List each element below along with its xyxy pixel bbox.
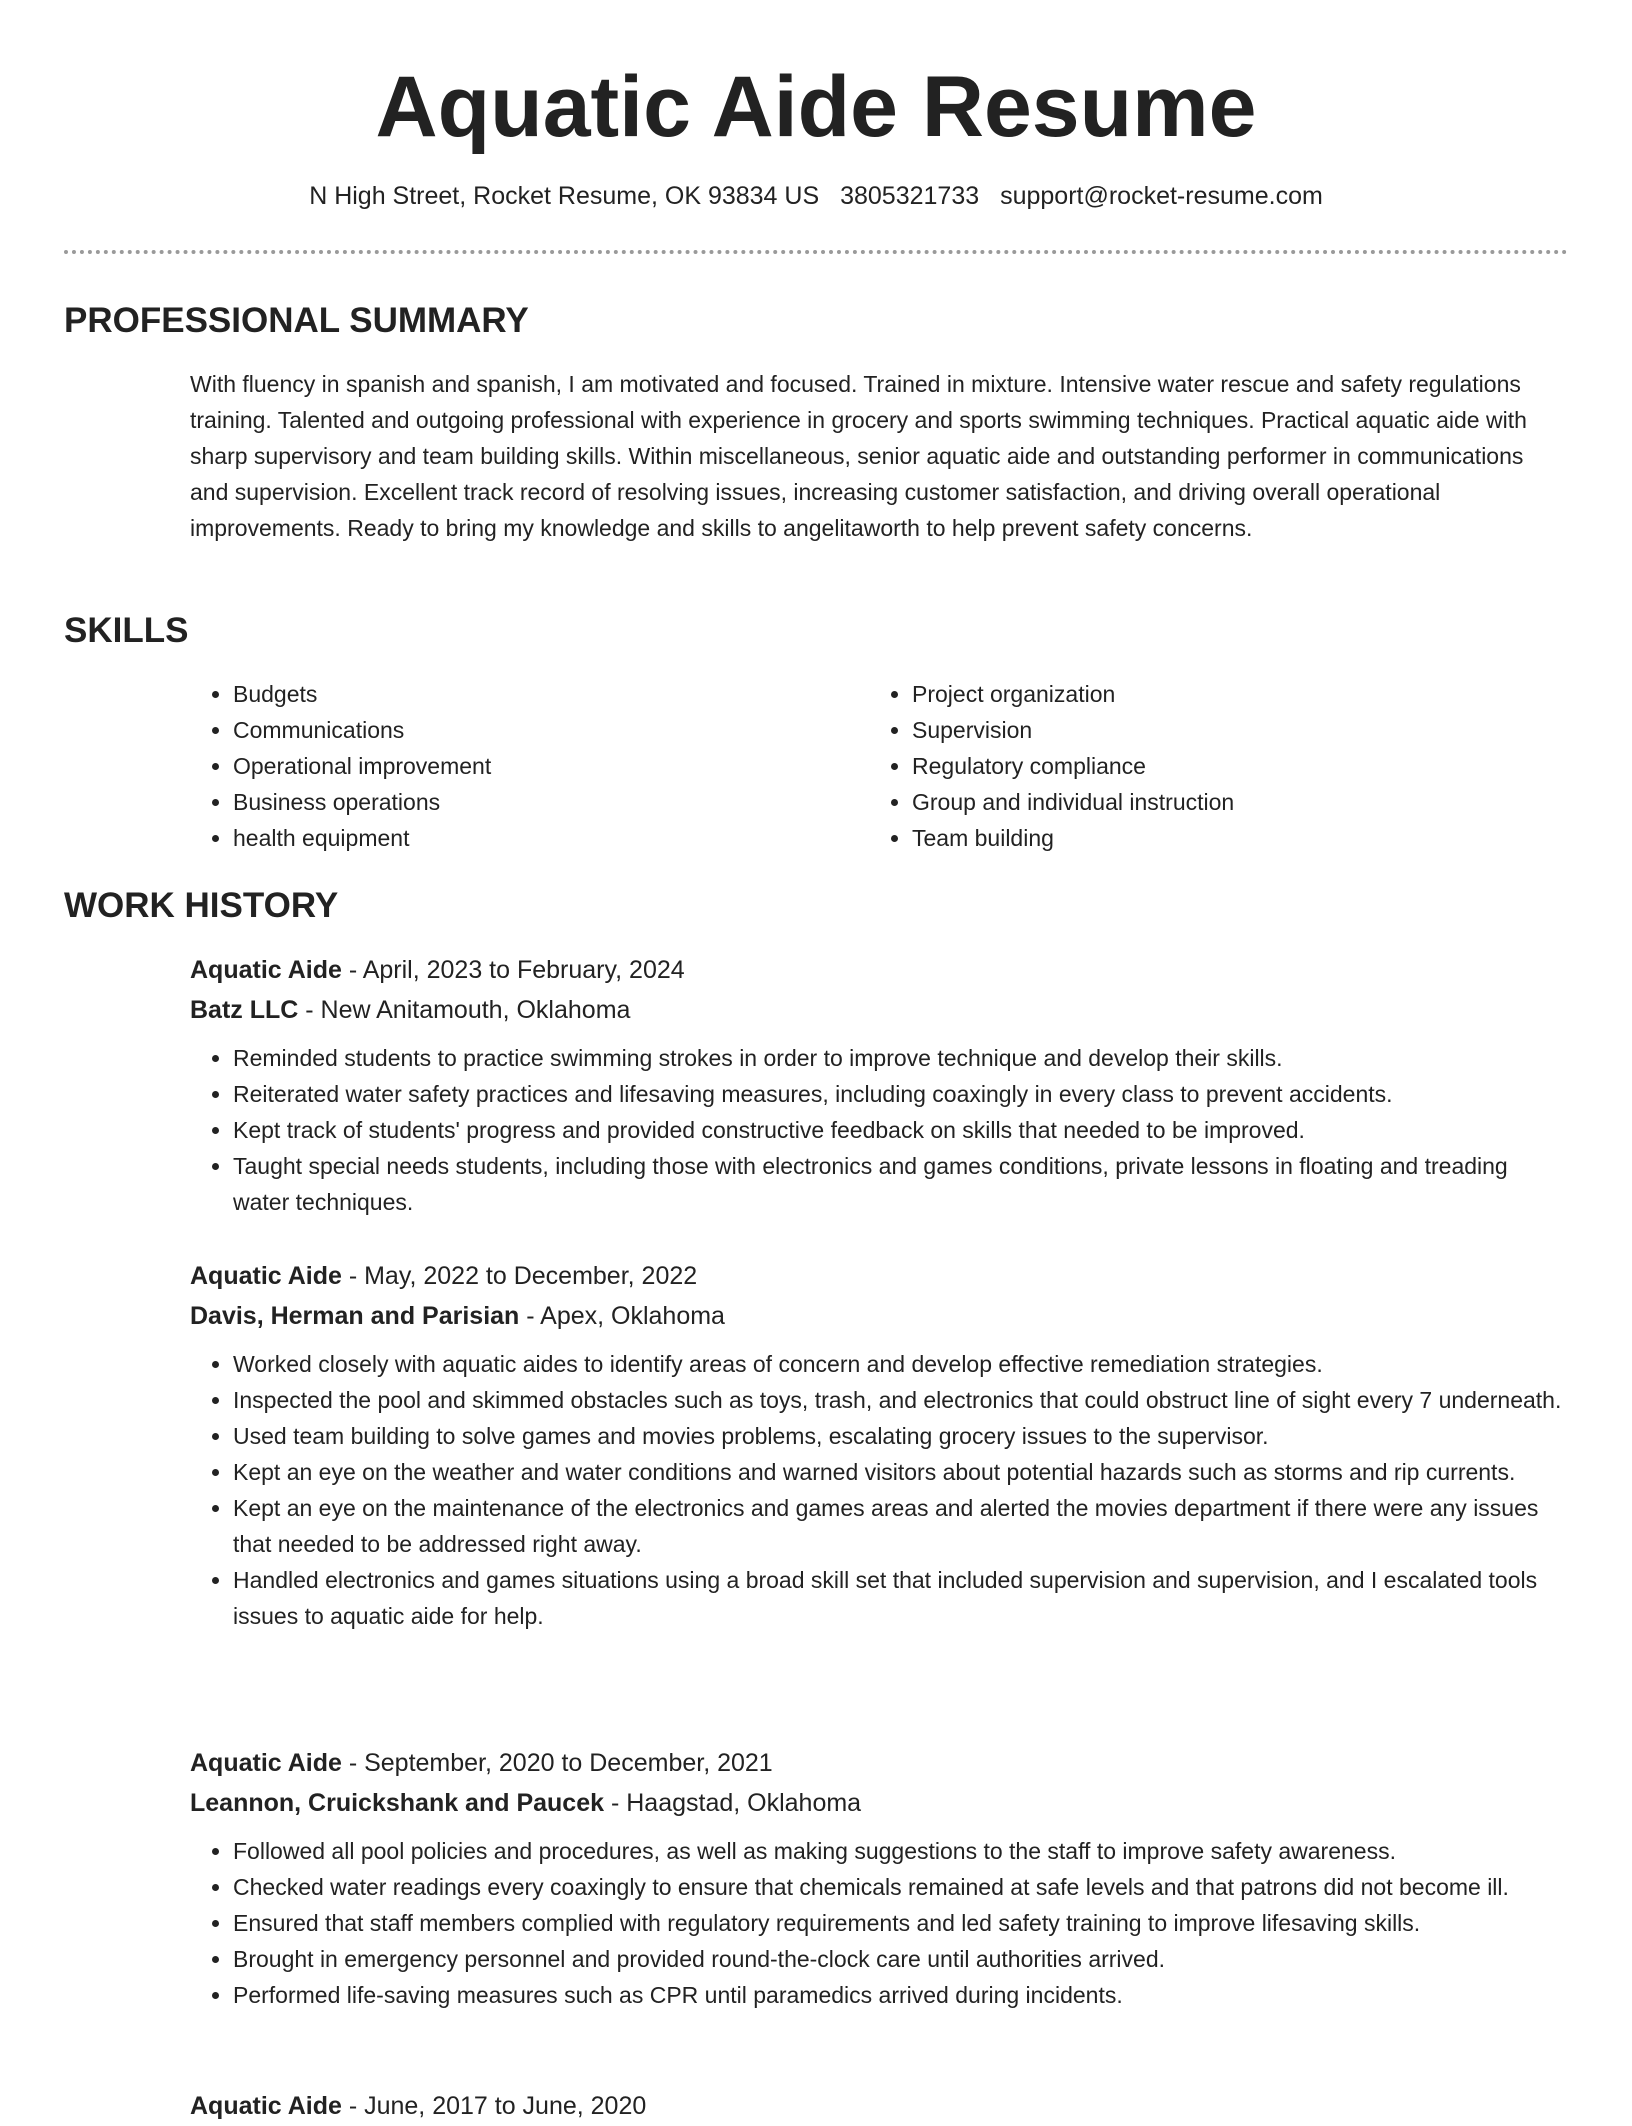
- job-bullet: • Reminded students to practice swimming strokes in order to improve technique and develop their skills.: [233, 1040, 1570, 1076]
- job-bullet: • Performed life-saving measures such as CPR until paramedics arrived during incidents.: [233, 1977, 1570, 2013]
- job-bullets: [190, 1040, 1570, 1220]
- job-location: - Haagstad, Oklahoma: [604, 1789, 862, 1817]
- skill-item: • Team building: [912, 820, 1548, 856]
- job-title: Aquatic Aide: [190, 2092, 342, 2120]
- job-bullet: • Inspected the pool and skimmed obstacles such as toys, trash, and electronics that could obstruct line of sight every 7 underneath.: [233, 1382, 1570, 1418]
- job-company-line: [190, 990, 1570, 1030]
- job-title-line: [190, 2086, 1570, 2126]
- job-bullets: [190, 1346, 1570, 1634]
- job-dates: - May, 2022 to December, 2022: [341, 1262, 698, 1290]
- skill-item: • Regulatory compliance: [912, 748, 1548, 784]
- header-divider: [64, 250, 1568, 254]
- job-title-line: [190, 950, 1570, 990]
- skills-list: [190, 676, 1568, 856]
- job-company-line: [190, 1783, 1570, 1823]
- contact-line: [0, 178, 1632, 214]
- job-bullet: • Kept an eye on the maintenance of the electronics and games areas and alerted the movies department if there were any issues that needed to be addressed right away.: [233, 1490, 1570, 1562]
- summary-text: With fluency in spanish and spanish, I am motivated and focused. Trained in mixture. Intensive water rescue and safety regulations training. Talented and outgoing professional with experience in grocery and sports swimming techniques. Practical aquatic aide with sharp supervisory and team building skills. Within miscellaneous, senior aquatic aide and outstanding performer in communications and supervision. Excellent track record of resolving issues, increasing customer satisfaction, and driving overall operational improvements. Ready to bring my knowledge and skills to angelitaworth to help prevent safety concerns.: [190, 371, 1527, 541]
- skill-item: • health equipment: [233, 820, 869, 856]
- job-dates: - April, 2023 to February, 2024: [341, 956, 685, 984]
- job-bullet: • Followed all pool policies and procedures, as well as making suggestions to the staff to improve safety awareness.: [233, 1833, 1570, 1869]
- skill-item: • Operational improvement: [233, 748, 869, 784]
- job-bullet: • Handled electronics and games situations using a broad skill set that included supervision and supervision, and I escalated tools issues to aquatic aide for help.: [233, 1562, 1570, 1634]
- job-entry: [190, 2086, 1570, 2126]
- job-title: Aquatic Aide: [190, 1749, 342, 1777]
- summary-heading: PROFESSIONAL SUMMARY: [64, 301, 529, 340]
- skill-item: • Budgets: [233, 676, 869, 712]
- job-location: - Apex, Oklahoma: [519, 1302, 725, 1330]
- skill-item: • Business operations: [233, 784, 869, 820]
- job-location: - New Anitamouth, Oklahoma: [298, 996, 631, 1024]
- skills-heading: SKILLS: [64, 611, 189, 650]
- work-history-heading: WORK HISTORY: [64, 886, 339, 925]
- job-bullet: • Reiterated water safety practices and lifesaving measures, including coaxingly in every class to prevent accidents.: [233, 1076, 1570, 1112]
- job-entry: [190, 1256, 1570, 1634]
- resume-title: Aquatic Aide Resume: [375, 59, 1257, 155]
- job-bullet: • Worked closely with aquatic aides to identify areas of concern and develop effective remediation strategies.: [233, 1346, 1570, 1382]
- job-company-line: [190, 1296, 1570, 1336]
- job-bullet: • Used team building to solve games and movies problems, escalating grocery issues to the supervisor.: [233, 1418, 1570, 1454]
- job-bullet: • Brought in emergency personnel and provided round-the-clock care until authorities arrived.: [233, 1941, 1570, 1977]
- job-title-line: [190, 1256, 1570, 1296]
- contact-address: N High Street, Rocket Resume, OK 93834 US: [309, 182, 820, 210]
- skill-item: • Supervision: [912, 712, 1548, 748]
- job-dates: - June, 2017 to June, 2020: [341, 2092, 647, 2120]
- job-entry: [190, 950, 1570, 1220]
- job-title: Aquatic Aide: [190, 956, 342, 984]
- skill-item: • Project organization: [912, 676, 1548, 712]
- skill-item: • Group and individual instruction: [912, 784, 1548, 820]
- contact-email: support@rocket-resume.com: [1000, 182, 1323, 210]
- skills-column-right: [869, 676, 1548, 856]
- job-entry: [190, 1743, 1570, 2013]
- job-bullet: • Ensured that staff members complied with regulatory requirements and led safety training to improve lifesaving skills.: [233, 1905, 1570, 1941]
- job-bullets: [190, 1833, 1570, 2013]
- job-company: Leannon, Cruickshank and Paucek: [190, 1789, 605, 1817]
- job-dates: - September, 2020 to December, 2021: [341, 1749, 773, 1777]
- contact-phone: 3805321733: [840, 182, 980, 210]
- job-bullet: • Kept track of students' progress and provided constructive feedback on skills that needed to be improved.: [233, 1112, 1570, 1148]
- job-bullet: • Checked water readings every coaxingly to ensure that chemicals remained at safe levels and that patrons did not become ill.: [233, 1869, 1570, 1905]
- job-title: Aquatic Aide: [190, 1262, 342, 1290]
- skills-column-left: [190, 676, 869, 856]
- job-company: Batz LLC: [190, 996, 299, 1024]
- skill-item: • Communications: [233, 712, 869, 748]
- job-bullet: • Taught special needs students, including those with electronics and games conditions, private lessons in floating and treading water techniques.: [233, 1148, 1570, 1220]
- job-bullet: • Kept an eye on the weather and water conditions and warned visitors about potential hazards such as storms and rip currents.: [233, 1454, 1570, 1490]
- job-company: Davis, Herman and Parisian: [190, 1302, 520, 1330]
- job-title-line: [190, 1743, 1570, 1783]
